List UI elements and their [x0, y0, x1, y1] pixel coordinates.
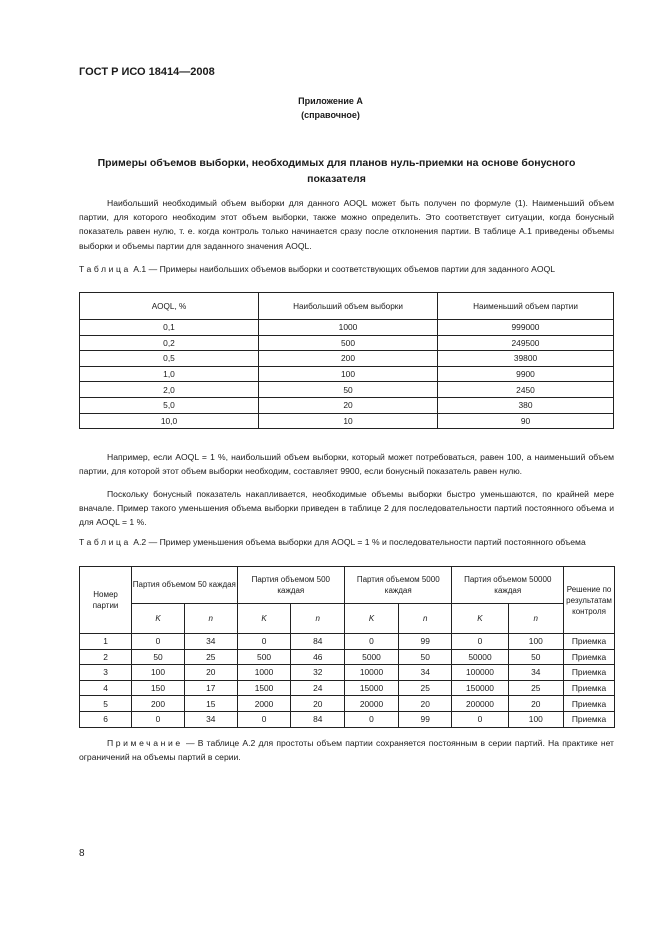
table-row	[80, 696, 615, 712]
table-cell: 20	[291, 696, 345, 712]
table-cell: 25	[398, 680, 451, 696]
table-cell: 34	[508, 665, 564, 681]
table-cell: 50	[508, 649, 564, 665]
table-header-cell: n	[398, 603, 451, 633]
table-cell: 50	[259, 382, 438, 398]
table-header-cell: Решение по результатам контроля	[564, 567, 615, 634]
appendix-subtitle: (справочное)	[301, 110, 360, 120]
table-cell: 0	[345, 634, 399, 650]
table-header-cell: Наибольший объем выборки	[259, 293, 438, 320]
table-cell: 15	[184, 696, 237, 712]
table-cell: 34	[184, 634, 237, 650]
table-row	[80, 397, 614, 413]
table-cell: 100000	[452, 665, 508, 681]
table-cell: 99	[398, 634, 451, 650]
table-cell: 0,2	[80, 335, 259, 351]
table-subheader-row	[80, 603, 615, 633]
table-cell: 20	[508, 696, 564, 712]
table-header-cell: n	[184, 603, 237, 633]
table-a2-body	[80, 634, 615, 728]
table-row	[80, 711, 615, 727]
table-cell: 32	[291, 665, 345, 681]
table-cell: Приемка	[564, 649, 615, 665]
table-cell: 1000	[259, 320, 438, 336]
table-cell: 10,0	[80, 413, 259, 429]
table-row	[80, 335, 614, 351]
table-header-group: Партия объемом 5000 каждая	[345, 567, 452, 604]
table-a2	[79, 566, 615, 728]
table-cell: 5000	[345, 649, 399, 665]
table-cell: Приемка	[564, 696, 615, 712]
table-header-group: Партия объемом 50 каждая	[132, 567, 238, 604]
table-cell: 150000	[452, 680, 508, 696]
table-header-cell: K	[237, 603, 291, 633]
table-cell: 500	[259, 335, 438, 351]
table-cell: 249500	[438, 335, 614, 351]
table-cell: 3	[80, 665, 132, 681]
table-cell: 2	[80, 649, 132, 665]
table-row	[80, 665, 615, 681]
section-title: Примеры объемов выборки, необходимых для планов нуль-приемки на основе бонусного показателя	[97, 157, 576, 185]
table-row	[80, 649, 615, 665]
table-cell: 20000	[345, 696, 399, 712]
table-cell: 1	[80, 634, 132, 650]
table-cell: 0	[345, 711, 399, 727]
table-a1-body	[80, 320, 614, 429]
table-cell: 6	[80, 711, 132, 727]
table-cell: 100	[508, 634, 564, 650]
table-a1	[79, 292, 614, 429]
table-row	[80, 634, 615, 650]
table-cell: 999000	[438, 320, 614, 336]
paragraph-example: Например, если AOQL = 1 %, наибольший объем выборки, который может потребоваться, равен 100, а наименьший объем партии, для которой этот объем выборки необходим, составляет 9900, если бонусный показатель равен нулю.	[79, 452, 614, 477]
page-number: 8	[79, 848, 85, 859]
table-cell: 50	[132, 649, 185, 665]
table-header-cell: Наименьший объем партии	[438, 293, 614, 320]
table-cell: 0	[132, 634, 185, 650]
table-cell: 100	[259, 366, 438, 382]
table-row	[80, 320, 614, 336]
table-cell: 25	[184, 649, 237, 665]
table-cell: 0,5	[80, 351, 259, 367]
table-cell: 100	[508, 711, 564, 727]
table-cell: 46	[291, 649, 345, 665]
table-cell: 20	[259, 397, 438, 413]
paragraph-accumulation: Поскольку бонусный показатель накапливается, необходимые объемы выборки быстро уменьшаются, по крайней мере вначале. Пример такого уменьшения объема выборки приведен в таблице 2 для последовательности партий постоянного объема и для AOQL = 1 %.	[79, 489, 614, 528]
table-cell: 2,0	[80, 382, 259, 398]
table-header-cell: n	[508, 603, 564, 633]
standard-header: ГОСТ Р ИСО 18414—2008	[79, 66, 215, 78]
table-header-cell: K	[452, 603, 508, 633]
table2-caption: Таблица А.2 — Пример уменьшения объема выборки для AOQL = 1 % и последовательности партий постоянного объема	[79, 537, 586, 547]
table-cell: 5	[80, 696, 132, 712]
table-cell: 1500	[237, 680, 291, 696]
table-cell: 24	[291, 680, 345, 696]
table-cell: 5,0	[80, 397, 259, 413]
table-cell: 10	[259, 413, 438, 429]
table-cell: Приемка	[564, 634, 615, 650]
table-header-cell: K	[132, 603, 185, 633]
table-header-cell: K	[345, 603, 399, 633]
table-cell: 50	[398, 649, 451, 665]
table-cell: 200	[259, 351, 438, 367]
table-cell: 200000	[452, 696, 508, 712]
table-row	[80, 382, 614, 398]
intro-paragraph: Наибольший необходимый объем выборки для данного AOQL может быть получен по формуле (1). Наименьший объем партии, для которого необходим этот объем выборки, также можно определить. Это соответствует ситуации, когда бонусный показатель равен нулю, т. е. когда контроль только начинается сразу после отклонения партии. В таблице А.1 приведены объемы выборки и объемы партии для заданного значения AOQL.	[79, 198, 614, 251]
table-row	[80, 413, 614, 429]
table-note: Примечание — В таблице А.2 для простоты объем партии сохраняется постоянным в серии партий. На практике нет ограничений на объемы партий в серии.	[79, 738, 614, 763]
table-header-cell: n	[291, 603, 345, 633]
table-cell: 0,1	[80, 320, 259, 336]
appendix-title: Приложение А	[298, 96, 363, 106]
table-cell: 39800	[438, 351, 614, 367]
table-cell: 0	[132, 711, 185, 727]
table-cell: 1000	[237, 665, 291, 681]
table-cell: 84	[291, 634, 345, 650]
table-cell: 15000	[345, 680, 399, 696]
table-cell: 9900	[438, 366, 614, 382]
table-cell: 4	[80, 680, 132, 696]
table-cell: 2450	[438, 382, 614, 398]
table-row	[80, 366, 614, 382]
table-header-cell: Номер партии	[80, 567, 132, 634]
table-cell: 200	[132, 696, 185, 712]
table-cell: 20	[398, 696, 451, 712]
table-cell: 150	[132, 680, 185, 696]
table1-caption: Таблица А.1 — Примеры наибольших объемов выборки и соответствующих объемов партии для заданного AOQL	[79, 264, 556, 274]
table-cell: 2000	[237, 696, 291, 712]
table-header-row	[80, 567, 615, 604]
table-cell: 84	[291, 711, 345, 727]
table-cell: 0	[237, 634, 291, 650]
table-cell: 10000	[345, 665, 399, 681]
table-cell: 500	[237, 649, 291, 665]
table-row	[80, 351, 614, 367]
table-cell: 50000	[452, 649, 508, 665]
table-cell: 380	[438, 397, 614, 413]
table-row	[80, 680, 615, 696]
table-cell: 20	[184, 665, 237, 681]
table-cell: 17	[184, 680, 237, 696]
table-cell: 0	[452, 634, 508, 650]
table-header-group: Партия объемом 500 каждая	[237, 567, 344, 604]
table-cell: 34	[398, 665, 451, 681]
table-cell: 34	[184, 711, 237, 727]
table-header-row	[80, 293, 614, 320]
table-cell: 25	[508, 680, 564, 696]
table-cell: Приемка	[564, 711, 615, 727]
table-cell: Приемка	[564, 680, 615, 696]
table-cell: 100	[132, 665, 185, 681]
table-cell: 0	[237, 711, 291, 727]
table-header-group: Партия объемом 50000 каждая	[452, 567, 564, 604]
table-cell: 99	[398, 711, 451, 727]
table-cell: Приемка	[564, 665, 615, 681]
table-header-cell: AOQL, %	[80, 293, 259, 320]
table-cell: 1,0	[80, 366, 259, 382]
table-cell: 0	[452, 711, 508, 727]
table-cell: 90	[438, 413, 614, 429]
